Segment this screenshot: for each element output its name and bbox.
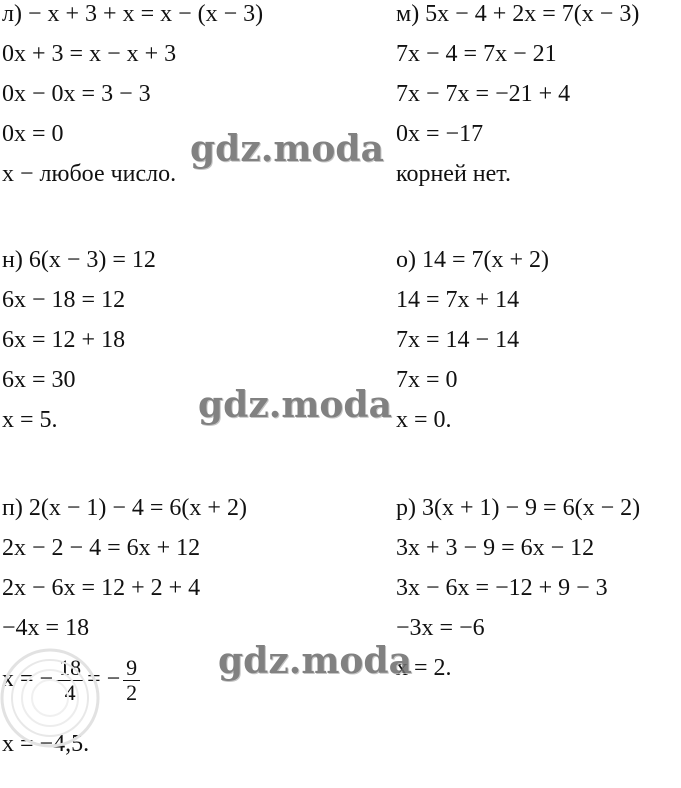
eq-line: м) 5x − 4 + 2x = 7(x − 3)	[396, 1, 640, 27]
faint-stamp-icon	[0, 618, 150, 748]
eq-line: 3x + 3 − 9 = 6x − 12	[396, 535, 595, 561]
eq-line: 6x = 12 + 18	[2, 327, 126, 353]
eq-line: −4x = 18	[2, 615, 90, 641]
eq-line: 0x + 3 = x − x + 3	[2, 41, 177, 67]
eq-line: 7x = 14 − 14	[396, 327, 520, 353]
eq-line: 0x = −17	[396, 121, 484, 147]
eq-line: x = −4,5.	[2, 731, 90, 757]
eq-line: н) 6(x − 3) = 12	[2, 247, 156, 273]
eq-line: п) 2(x − 1) − 4 = 6(x + 2)	[2, 495, 247, 521]
eq-line: x = 5.	[2, 407, 58, 433]
denominator: 2	[126, 679, 138, 705]
eq-line: 7x − 4 = 7x − 21	[396, 41, 557, 67]
eq-line: 7x − 7x = −21 + 4	[396, 81, 571, 107]
watermark: gdz.moda	[190, 128, 384, 170]
watermark: gdz.moda	[198, 384, 392, 426]
eq-line: 14 = 7x + 14	[396, 287, 520, 313]
eq-line: 2x − 6x = 12 + 2 + 4	[2, 575, 201, 601]
eq-line: −3x = −6	[396, 615, 485, 641]
eq-line: 6x = 30	[2, 367, 76, 393]
frac-mid: = −	[87, 666, 121, 692]
eq-line: л) − x + 3 + x = x − (x − 3)	[2, 1, 264, 27]
eq-line: 6x − 18 = 12	[2, 287, 126, 313]
eq-line: 0x − 0x = 3 − 3	[2, 81, 151, 107]
frac-lhs: x = −	[2, 666, 54, 692]
eq-line: корней нет.	[396, 161, 511, 187]
eq-line: 2x − 2 − 4 = 6x + 12	[2, 535, 201, 561]
eq-line: x = 0.	[396, 407, 452, 433]
eq-line: о) 14 = 7(x + 2)	[396, 247, 550, 273]
watermark: gdz.moda	[218, 640, 412, 682]
denominator: 4	[64, 679, 76, 705]
eq-line: 0x = 0	[2, 121, 64, 147]
eq-line: x = 2.	[396, 655, 452, 681]
eq-line: р) 3(x + 1) − 9 = 6(x − 2)	[396, 495, 641, 521]
numerator: 18	[56, 656, 84, 681]
eq-line: 7x = 0	[396, 367, 458, 393]
eq-line: 3x − 6x = −12 + 9 − 3	[396, 575, 608, 601]
numerator: 9	[123, 656, 140, 681]
eq-line: x − любое число.	[2, 161, 177, 187]
